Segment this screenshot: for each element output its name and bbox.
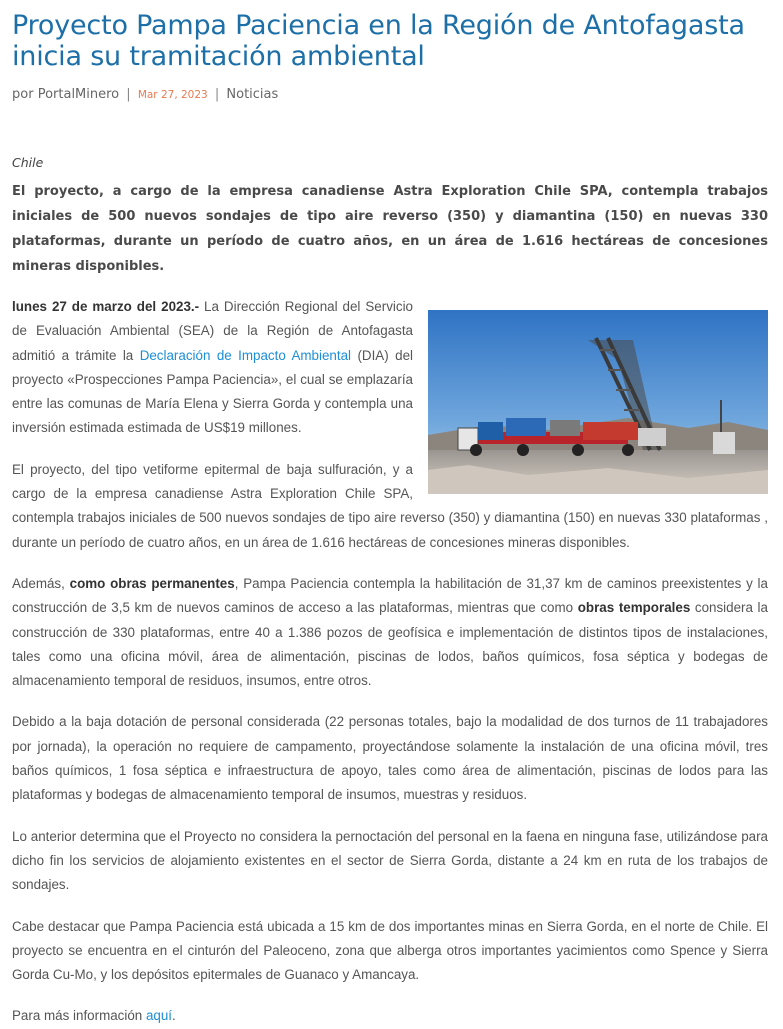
p1-text-b: (DIA) del proyecto «Prospecciones Pampa Paciencia», el cual se emplazaría entre las comunas de María Elena y Sierra Gorda y contempla una inversión estimada estimada de US$19 millones. (12, 347, 414, 436)
p1-text-a: La Dirección Regional del Servicio de Evaluación Ambiental (SEA) de la Región de Antofagasta admitió a trámite la (12, 299, 413, 363)
meta-separator: | (126, 87, 131, 102)
paragraph-4: Debido a la baja dotación de personal considerada (22 personas totales, bajo la modalidad de dos turnos de 11 trabajadores por jornada), la operación no requiere de campamento, proyectándose solamente la instalación de una oficina móvil, tres baños químicos, 1 fosa séptica e infraestructura de apoyo, tales como área de alimentación, piscinas de lodos para las plataformas y bodegas de almacenamiento temporal de insumos, muestras y residuos. (12, 714, 768, 803)
article-lead: El proyecto, a cargo de la empresa canadiense Astra Exploration Chile SPA, contempla trabajos iniciales de 500 nuevos sondajes de tipo aire reverso (350) y diamantina (150) en nuevas 330 plataformas, durante un período de cuatro años, en un área de 1.616 hectáreas de concesiones mineras disponibles. (12, 184, 768, 274)
paragraph-5: Lo anterior determina que el Proyecto no considera la pernoctación del personal en la faena en ninguna fase, utilizándose para dicho fin los servicios de alojamiento existentes en el sector de Sierra Gorda, distante a 24 km en ruta de los trabajos de sondajes. (12, 828, 768, 893)
date-lead: lunes 27 de marzo del 2023.- (12, 299, 200, 314)
category-link[interactable]: Noticias (226, 87, 279, 102)
publish-date: Mar 27, 2023 (137, 89, 208, 101)
article-body (12, 295, 768, 1029)
paragraph-7 (12, 1004, 768, 1028)
article-title: Proyecto Pampa Paciencia en la Región de Antofagasta inicia su tramitación ambiental (12, 10, 745, 72)
p7-text: Para más información (12, 1008, 146, 1024)
paragraph-2: El proyecto, del tipo vetiforme epitermal de baja sulfuración, y a cargo de la empresa canadiense Astra Exploration Chile SPA, contempla trabajos iniciales de 500 nuevos sondajes de tipo aire reverso (350) y diamantina (150) en nuevas 330 plataformas , durante un período de cuatro años, en un área de 1.616 hectáreas de concesiones mineras disponibles. (12, 461, 768, 550)
p3-text-a: Además, (12, 575, 70, 591)
article-meta (12, 87, 768, 102)
byline-prefix: por (12, 87, 34, 102)
meta-separator: | (214, 87, 220, 102)
p3-bold-a: como obras permanentes (69, 575, 235, 591)
p3-text-b: , Pampa Paciencia contempla la habilitación de 31,37 km de caminos preexistentes y la construcción de 3,5 km de nuevos caminos de acceso a las plataformas, mientras que como (12, 575, 768, 616)
country-label: Chile (12, 155, 44, 170)
more-info-link[interactable]: aquí (145, 1008, 173, 1024)
drill-rig-image (428, 310, 768, 494)
dia-link[interactable]: Declaración de Impacto Ambiental (139, 347, 352, 363)
author-link[interactable]: PortalMinero (37, 87, 120, 102)
p7-end: . (172, 1008, 176, 1024)
paragraph-3 (12, 572, 768, 693)
paragraph-6: Cabe destacar que Pampa Paciencia está ubicada a 15 km de dos importantes minas en Sierra Gorda, en el norte de Chile. El proyecto se encuentra en el cinturón del Paleoceno, zona que alberga otros importantes yacimientos como Spence y Sierra Gorda Cu-Mo, y los depósitos epitermales de Guanaco y Amancaya. (12, 918, 768, 983)
p3-text-c: considera la construcción de 330 plataformas, entre 40 a 1.386 pozos de geofísica e implementación de distintos tipos de instalaciones, tales como una oficina móvil, área de alimentación, piscinas de lodos, baños químicos, fosa séptica y bodegas de almacenamiento temporal de residuos, insumos, entre otros. (12, 600, 768, 689)
drill-rig-photo (428, 310, 768, 494)
p3-bold-b: obras temporales (577, 600, 691, 616)
